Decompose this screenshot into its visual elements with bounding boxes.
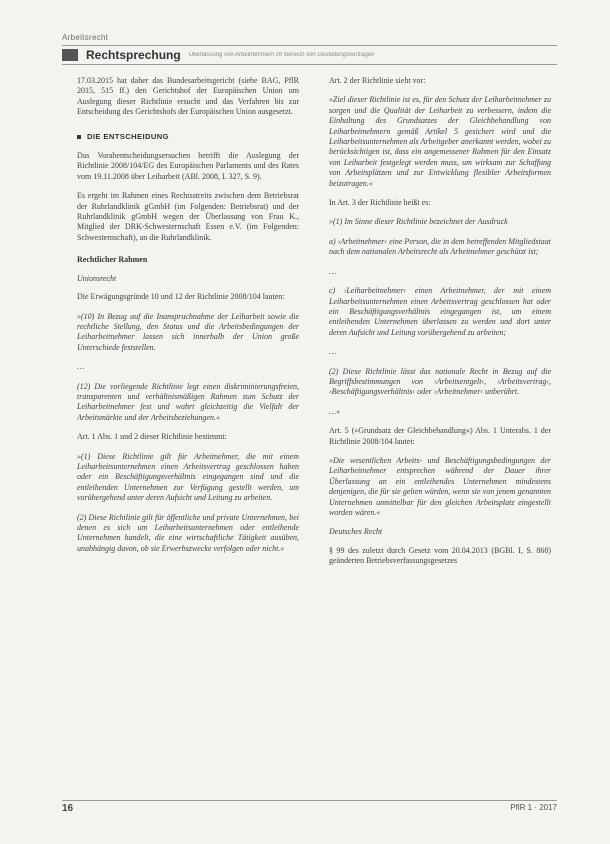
ellipsis: …: [329, 347, 337, 357]
quote: a) ›Arbeitnehmer‹ eine Person, die in dem betreffenden Mitgliedstaat nach dem nationalen Arbeitsrecht als Arbeitnehmer geschützt ist;: [329, 236, 551, 257]
paragraph: Es ergeht im Rahmen eines Rechtsstreits zwischen dem Betriebsrat der Ruhrlandklinik gGmbH (im Folgenden: Betriebsrat) und der Ruhrlandklinik gGmbH wegen der Überlassung von Frau K., Mitglied der DRK-Schwesternschaft Essen e.V. (im Folgenden: Schwesternschaft), an die Ruhrlandklinik.: [77, 191, 299, 242]
subheading-italic: Unionsrecht: [77, 273, 117, 283]
footer-rule: [62, 800, 557, 801]
paragraph: Art. 5 (»Grundsatz der Gleichbehandlung«) Abs. 1 Unterabs. 1 der Richtlinie 2008/104 lautet:: [329, 426, 551, 446]
quote: »(1) Diese Richtlinie gilt für Arbeitnehmer, die mit einem Leiharbeitsunternehmen einen Arbeitsvertrag geschlossen haben oder ein Beschäftigungsverhältnis eingegangen sind und die entleihenden Unternehmen zur Verfügung gestellt werden, um vorübergehend unter deren Aufsicht und Leitung zu arbeiten.: [77, 451, 299, 503]
paragraph: § 99 des zuletzt durch Gesetz vom 20.04.2013 (BGBl. I, S. 868) geänderten Betriebsverfassungsgesetzes: [329, 545, 551, 566]
section-label: Arbeitsrecht: [62, 33, 109, 42]
paragraph: Das Vorabentscheidungsersuchen betrifft die Auslegung der Richtlinie 2008/104/EG des Europäischen Parlaments und des Rates vom 19.11.2008 über Leiharbeit (ABl. 2008, L 327, S. 9).: [77, 151, 299, 181]
page-header: [62, 45, 557, 65]
paragraph: Art. 2 der Richtlinie sieht vor:: [329, 76, 426, 85]
ellipsis: …: [77, 362, 85, 372]
subheading-italic: Deutsches Recht: [329, 527, 383, 537]
quote: »(10) In Bezug auf die Inanspruchnahme der Leiharbeit sowie die rechtliche Stellung, den Status und die Arbeitsbedingungen der Leiharbeitnehmer lassen sich innerhalb der Union große Unterschiede feststellen.: [77, 311, 299, 352]
paragraph: In Art. 3 der Richtlinie heißt es:: [329, 198, 431, 208]
right-column: [329, 76, 551, 796]
left-column: [77, 76, 299, 796]
ellipsis: …: [329, 266, 337, 276]
ellipsis: …«: [329, 406, 341, 416]
page-number: 16: [62, 803, 74, 814]
quote: c) ›Leiharbeitnehmer‹ einen Arbeitnehmer, der mit einem Leiharbeitsunternehmen einen Arbeitsvertrag geschlossen hat oder ein Beschäftigungsverhältnis eingegangen ist, um einem entleihenden Unternehmen überlassen zu werden und dort unter deren Aufsicht und Leitung vorübergehend zu arbeiten;: [329, 286, 551, 337]
header-marker: [62, 49, 78, 61]
subheading: Rechtlicher Rahmen: [77, 255, 148, 265]
heading-bullet: [77, 135, 81, 139]
quote: (2) Diese Richtlinie gilt für öffentliche und private Unternehmen, bei denen es sich um Leiharbeitsunternehmen oder entleihende Unternehmen handelt, die eine wirtschaftliche Tätigkeit ausüben, unabhängig davon, ob sie Erwerbszwecke verfolgen oder nicht.«: [77, 512, 299, 553]
quote: »Die wesentlichen Arbeits- und Beschäftigungsbedingungen der Leiharbeitnehmer entsprechen während der Dauer ihrer Überlassung an ein entleihendes Unternehmen mindestens denjenigen, die für sie gelten würden, wenn sie von jenem genannten Unternehmen unmittelbar für den gleichen Arbeitsplatz eingestellt worden wären.«: [329, 455, 551, 517]
issue-label: PflR 1 · 2017: [510, 803, 557, 812]
header-title: Rechtsprechung: [86, 48, 181, 62]
quote: (12) Die vorliegende Richtlinie legt einen diskriminierungsfreien, transparenten und verhältnismäßigen Rahmen zum Schutz der Leiharbeitnehmer fest und wahrt gleichzeitig die Vielfalt der Arbeitsmärkte und der Arbeitsbeziehungen.«: [77, 381, 299, 422]
quote: (2) Diese Richtlinie lässt das nationale Recht in Bezug auf die Begriffsbestimmungen von ›Arbeitsentgelt‹, ›Arbeitsvertrag‹, ›Beschäftigungsverhältnis‹ oder ›Arbeitnehmer‹ unberührt.: [329, 366, 551, 397]
quote: »(1) Im Sinne dieser Richtlinie bezeichnet der Ausdruck: [329, 217, 508, 227]
paragraph: 17.03.2015 hat daher das Bundesarbeitsgericht (siehe BAG, PflR 2015, 515 ff.) den Gerichtshof der Europäischen Union um Auslegung dieser Richtlinie ersucht und das Verfahren bis zur Entscheidung des Gerichtshofs der Europäischen Union ausgesetzt.: [77, 76, 299, 117]
paragraph: Die Erwägungsgründe 10 und 12 der Richtlinie 2008/104 lauten:: [77, 292, 285, 302]
section-heading: DIE ENTSCHEIDUNG: [77, 132, 299, 142]
quote: »Ziel dieser Richtlinie ist es, für den Schutz der Leiharbeitnehmer zu sorgen und die Qualität der Leiharbeit zu verbessern, indem die Einhaltung des Grundsatzes der Gleichbehandlung von Leiharbeitnehmern gemäß Artikel 5 gesichert wird und die Leiharbeitsunternehmen als Arbeitgeber anerkannt werden, wobei zu berücksichtigen ist, dass ein angemessener Rahmen für den Einsatz von Leiharbeit festgelegt werden muss, um wirksam zur Schaffung von Arbeitsplätzen und zur Entwicklung flexibler Arbeitsformen beizutragen.«: [329, 95, 551, 188]
paragraph: Art. 1 Abs. 1 und 2 dieser Richtlinie bestimmt:: [77, 432, 227, 442]
header-subtitle: Überlassung von Arbeitnehmern im Bereich von Gestellungsverträgen: [188, 52, 375, 58]
